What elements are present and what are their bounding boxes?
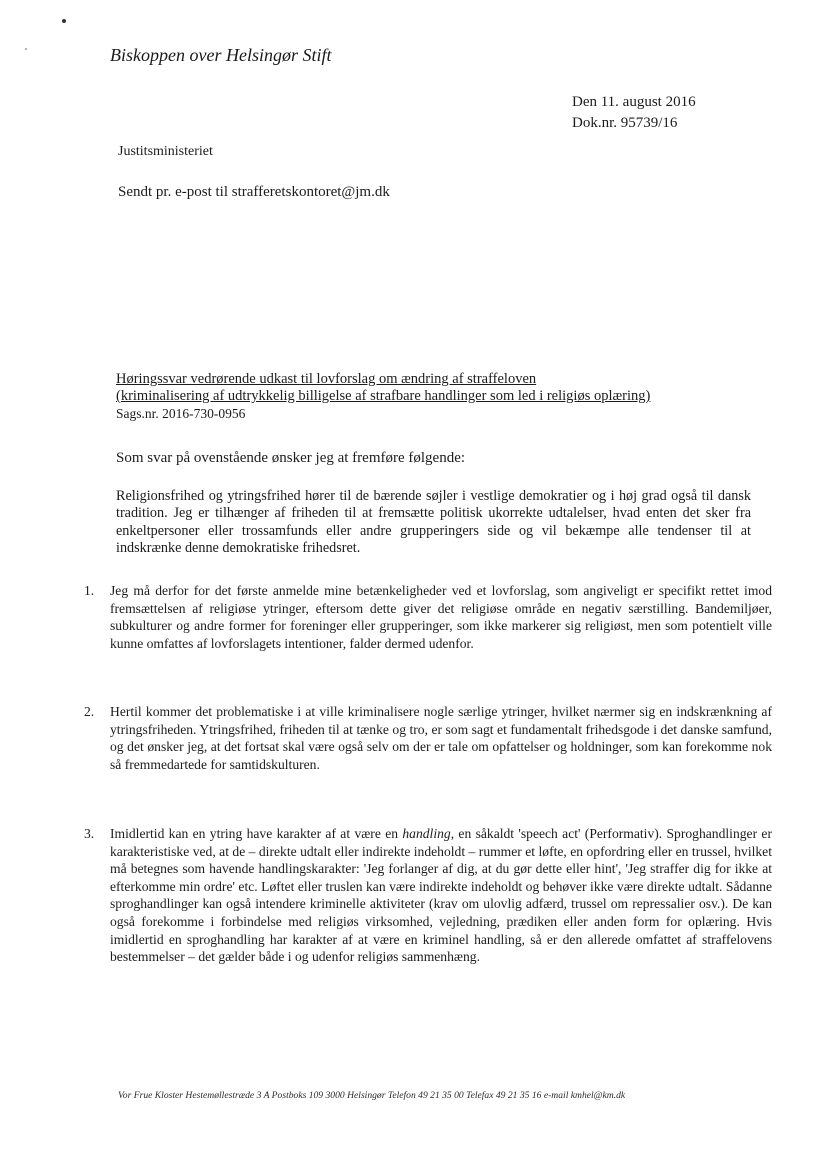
item-text: Jeg må derfor for det første anmelde mine betænkeligheder ved et lovforslag, som angiveligt er specifikt rettet imod fremsættelsen af religiøse ytringer, eftersom dette giver det religiøse område en negativ særstilling. Bandemiljøer, subkulturer og andre former for foreninger eller grupperinger, som ikke markerer sig religiøst, men som potentielt ville kunne omfattes af lovforslagets intentioner, falder dermed udenfor. — [110, 583, 772, 651]
opening-paragraph: Religionsfrihed og ytringsfrihed hører til de bærende søjler i vestlige demokratier og i høj grad også til dansk tradition. Jeg er tilhænger af friheden til at fremsætte politisk ukorrekte udtalelser, hvad enten det sker fra enkeltpersoner eller trossamfunds eller andre grupperingers side og vil bekæmpe alle tendenser til at indskrænke denne demokratiske frihedsret. — [116, 488, 751, 557]
letterhead-sender: Biskoppen over Helsingør Stift — [110, 45, 332, 65]
item-number: 2. — [84, 704, 95, 719]
scan-speck — [62, 19, 66, 23]
document-number: Dok.nr. 95739/16 — [572, 115, 678, 131]
scan-speck — [25, 48, 27, 50]
item-text: Hertil kommer det problematiske i at ville kriminalisere nogle særlige ytringer, hvilket nærmer sig en indskrænkning af ytringsfriheden. Ytringsfrihed, friheden til at tænke og tro, er som sagt et fundamentalt frihedsgode i det danske samfund, og det ønsker jeg, at det fortsat skal være også selv om der er tale om opfattelser og holdninger, som kan forekomme nok så fremmedartede for samtidskulturen. — [110, 704, 772, 772]
item-text — [110, 825, 772, 966]
emphasized-word: handling — [402, 826, 451, 841]
letterhead-footer: Vor Frue Kloster Hestemøllestræde 3 A Postboks 109 3000 Helsingør Telefon 49 21 35 00 Telefax 49 21 35 16 e-mail kmhel@km.dk — [118, 1090, 626, 1101]
case-number: Sags.nr. 2016-730-0956 — [116, 406, 246, 421]
item-number: 3. — [84, 826, 95, 841]
subject-line-1: Høringssvar vedrørende udkast til lovforslag om ændring af straffeloven — [116, 371, 537, 387]
item-text-start: Imidlertid kan en ytring have karakter af at være en — [110, 826, 403, 841]
sent-via-line: Sendt pr. e-post til strafferetskontoret@jm.dk — [118, 184, 390, 200]
subject-line-2: (kriminalisering af udtrykkelig billigelse af strafbare handlinger som led i religiøs oplæring) — [116, 388, 651, 404]
intro-sentence: Som svar på ovenstående ønsker jeg at fremføre følgende: — [116, 450, 466, 466]
letter-date: Den 11. august 2016 — [572, 94, 696, 110]
letter-meta — [572, 92, 696, 134]
recipient: Justitsministeriet — [118, 144, 213, 159]
item-number: 1. — [84, 583, 95, 598]
subject-block — [116, 371, 736, 422]
item-text-rest: , en såkaldt 'speech act' (Performativ). Sproghandlinger er karakteristiske ved, at de – direkte udtalt eller indirekte indeholdt – rummer et løfte, en opfordring eller en trussel, hvilket må betegnes som havende handlingskarakter: 'Jeg forlanger af dig, at du gør dette eller hint', 'Jeg straffer dig for ikke at efterkomme min ordre' etc. Løftet eller truslen kan være indirekte indeholdt og behøver ikke være direkte udtalt. Sådanne sproghandlinger kan også intendere kriminelle aktiviteter (krav om ulovlig adfærd, trussel om repressalier osv.). De kan også forekomme i forbindelse med religiøs virksomhed, vejledning, prædiken eller anden form for oplæring. Hvis imidlertid en sproghandling har karakter af at være en kriminel handling, så er den allerede omfattet af straffelovens bestemmelser – det gælder både i og udenfor religiøs sammenhæng. — [110, 826, 772, 965]
